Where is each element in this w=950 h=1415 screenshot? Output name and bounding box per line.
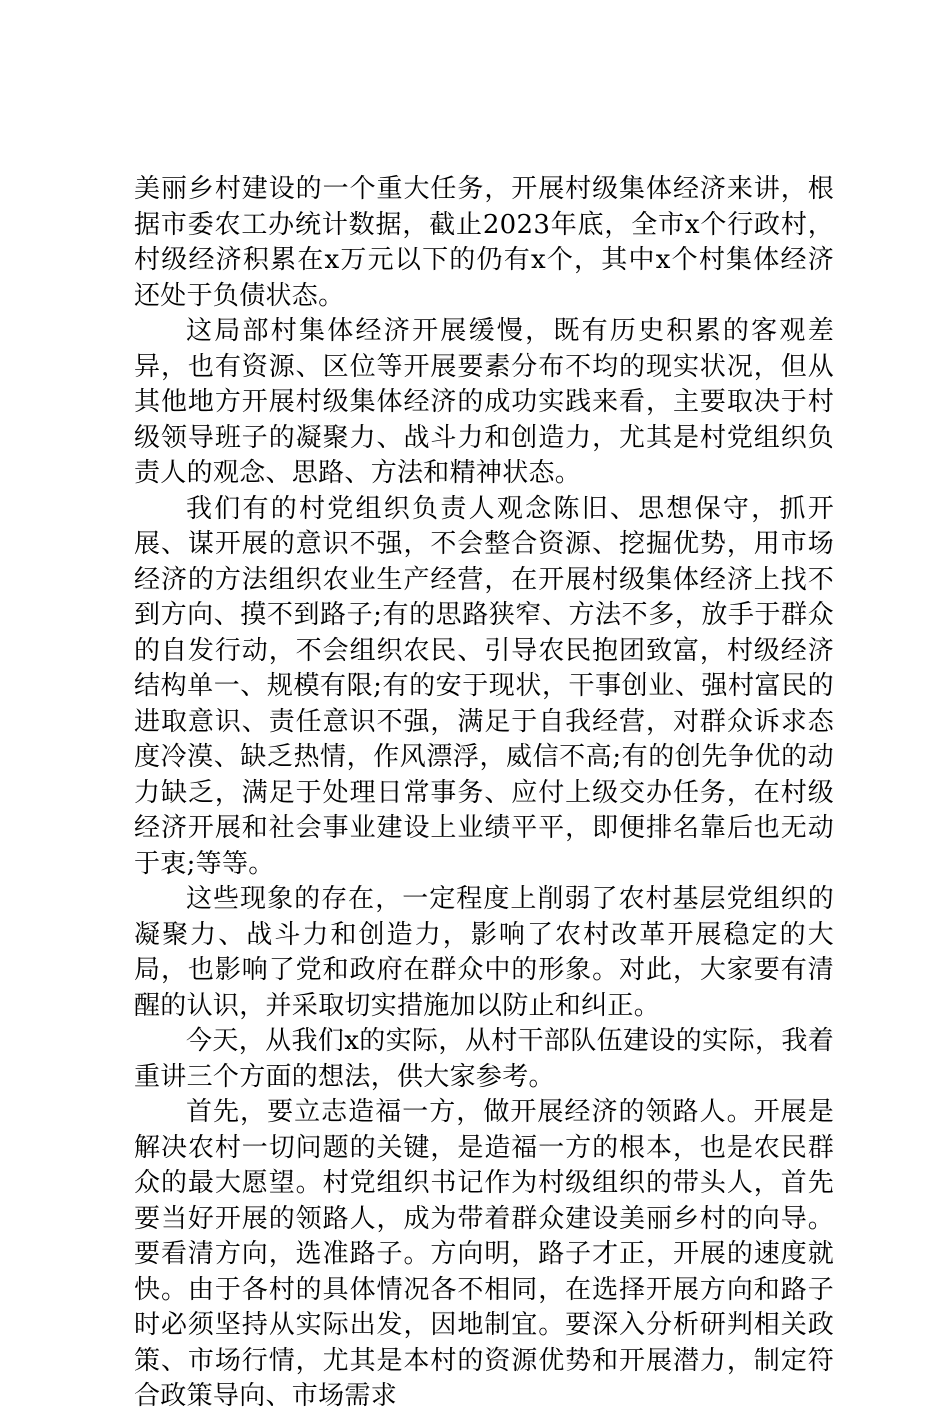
paragraph-1: 美丽乡村建设的一个重大任务，开展村级集体经济来讲，根据市委农工办统计数据，截止2023年底，全市x个行政村，村级经济积累在x万元以下的仍有x个，其中x个村集体经济还处于负债状态。: [134, 174, 834, 311]
document-body: [134, 172, 834, 1415]
paragraph-6: 首先，要立志造福一方，做开展经济的领路人。开展是解决农村一切问题的关键，是造福一方的根本，也是农民群众的最大愿望。村党组织书记作为村级组织的带头人，首先要当好开展的领路人，成为带着群众建设美丽乡村的向导。要看清方向，选准路子。方向明，路子才正，开展的速度就快。由于各村的具体情况各不相同，在选择开展方向和路子时必须坚持从实际出发，因地制宜。要深入分析研判相关政策、市场行情，尤其是本村的资源优势和开展潜力，制定符合政策导向、市场需求: [134, 1097, 834, 1411]
paragraph-4: 这些现象的存在，一定程度上削弱了农村基层党组织的凝聚力、战斗力和创造力，影响了农村改革开展稳定的大局，也影响了党和政府在群众中的形象。对此，大家要有清醒的认识，并采取切实措施加以防止和纠正。: [134, 884, 834, 1021]
paragraph-2: 这局部村集体经济开展缓慢，既有历史积累的客观差异，也有资源、区位等开展要素分布不均的现实状况，但从其他地方开展村级集体经济的成功实践来看，主要取决于村级领导班子的凝聚力、战斗力和创造力，尤其是村党组织负责人的观念、思路、方法和精神状态。: [134, 316, 834, 488]
paragraph-3: 我们有的村党组织负责人观念陈旧、思想保守，抓开展、谋开展的意识不强，不会整合资源、挖掘优势，用市场经济的方法组织农业生产经营，在开展村级集体经济上找不到方向、摸不到路子;有的思路狭窄、方法不多，放手于群众的自发行动，不会组织农民、引导农民抱团致富，村级经济结构单一、规模有限;有的安于现状，干事创业、强村富民的进取意识、责任意识不强，满足于自我经营，对群众诉求态度冷漠、缺乏热情，作风漂浮，威信不高;有的创先争优的动力缺乏，满足于处理日常事务、应付上级交办任务，在村级经济开展和社会事业建设上业绩平平，即便排名靠后也无动于衷;等等。: [134, 493, 834, 879]
paragraph-5: 今天，从我们x的实际，从村干部队伍建设的实际，我着重讲三个方面的想法，供大家参考。: [134, 1026, 834, 1092]
